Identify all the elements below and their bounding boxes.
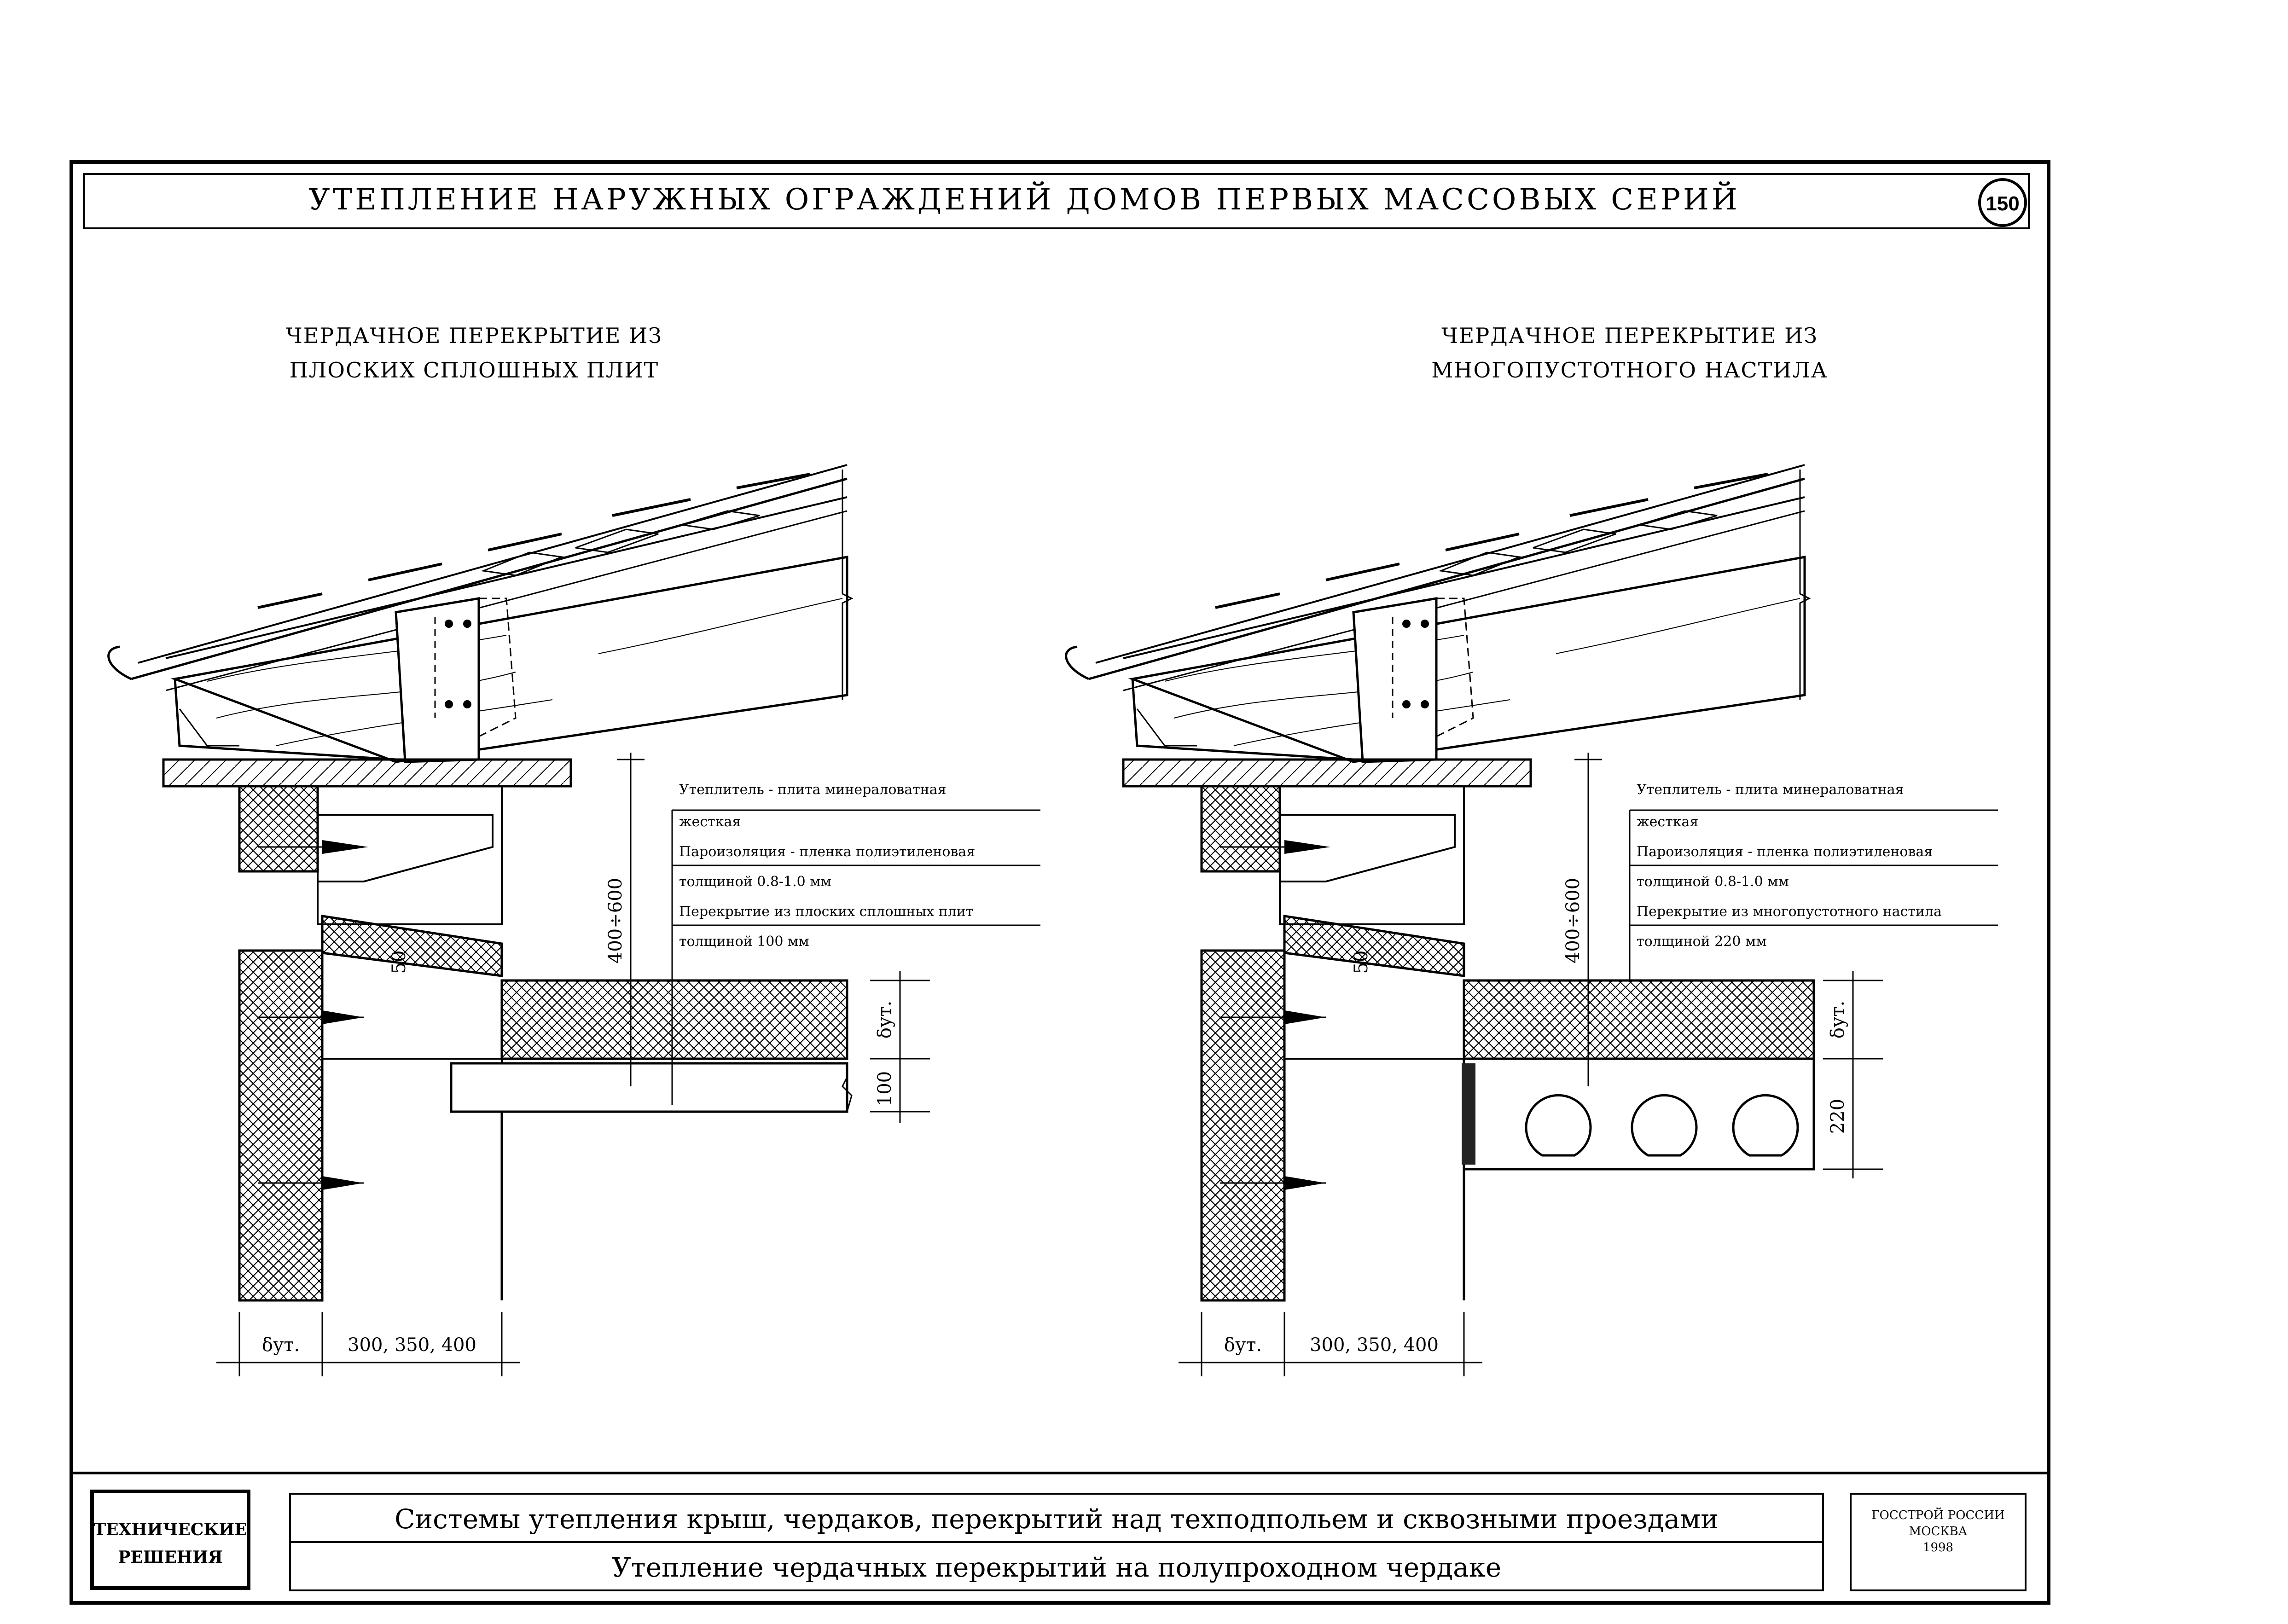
stamp-line2: РЕШЕНИЯ xyxy=(118,1548,223,1567)
left-note-line: Утеплитель - плита минераловатная xyxy=(679,782,947,798)
left-floor-insulation xyxy=(502,980,847,1059)
org-line3: 1998 xyxy=(1922,1541,1954,1554)
left-title-line1: ЧЕРДАЧНОЕ ПЕРЕКРЫТИЕ ИЗ xyxy=(286,323,662,348)
right-dim-bottom-insul: δут. xyxy=(1224,1334,1262,1356)
title-main-line1: Системы утепления крыш, чердаков, перекрытий над техподпольем и сквозными проездами xyxy=(395,1503,1719,1535)
left-dim-50: 50 xyxy=(389,950,410,974)
right-dim-50: 50 xyxy=(1351,950,1372,974)
right-dim-insul: δут. xyxy=(1827,1000,1848,1039)
right-notes xyxy=(1630,782,1998,950)
left-dim-bottom-wall: 300, 350, 400 xyxy=(348,1334,476,1356)
left-dim-bottom-insul: δут. xyxy=(261,1334,300,1356)
right-wall-insulation-lower xyxy=(1202,951,1284,1300)
stamp-box xyxy=(92,1491,249,1588)
right-slab-voids xyxy=(1526,1095,1798,1155)
left-note-line: толщиной 100 мм xyxy=(679,934,809,950)
right-title-line1: ЧЕРДАЧНОЕ ПЕРЕКРЫТИЕ ИЗ xyxy=(1441,323,1818,348)
right-wall-insulation-upper xyxy=(1202,786,1280,871)
right-floor-insulation xyxy=(1464,980,1814,1059)
right-note-line: жесткая xyxy=(1637,814,1699,830)
stamp-line1: ТЕХНИЧЕСКИЕ xyxy=(93,1520,247,1539)
right-note-line: толщиной 0.8-1.0 мм xyxy=(1637,874,1789,890)
right-note-line: Перекрытие из многопустотного настила xyxy=(1637,904,1942,920)
left-title-line2: ПЛОСКИХ СПЛОШНЫХ ПЛИТ xyxy=(289,358,659,383)
left-detail xyxy=(109,323,1040,1376)
right-note-line: Утеплитель - плита минераловатная xyxy=(1637,782,1904,798)
right-dim-bottom-wall: 300, 350, 400 xyxy=(1310,1334,1439,1356)
left-wall-insulation-lower xyxy=(239,951,322,1300)
right-note-line: толщиной 220 мм xyxy=(1637,934,1767,950)
left-note-line: Перекрытие из плоских сплошных плит xyxy=(679,904,974,920)
left-eave-slab xyxy=(163,760,571,786)
right-note-line: Пароизоляция - пленка полиэтиленовая xyxy=(1637,844,1933,860)
right-eave-slab xyxy=(1123,760,1531,786)
right-roof xyxy=(1066,465,1809,762)
title-main-line2: Утепление чердачных перекрытий на полупроходном чердаке xyxy=(611,1552,1502,1583)
right-detail xyxy=(1066,323,1998,1376)
right-slab-joint xyxy=(1462,1063,1475,1165)
left-notes xyxy=(672,782,1040,950)
header-title: УТЕПЛЕНИЕ НАРУЖНЫХ ОГРАЖДЕНИЙ ДОМОВ ПЕРВЫХ МАССОВЫХ СЕРИЙ xyxy=(308,183,1740,217)
left-note-line: Пароизоляция - пленка полиэтиленовая xyxy=(679,844,976,860)
org-line1: ГОССТРОЙ РОССИИ xyxy=(1871,1508,2005,1522)
right-dim-height: 400÷600 xyxy=(1562,877,1584,964)
left-wall-insulation-upper xyxy=(239,786,318,871)
left-dim-insul: δут. xyxy=(874,1000,895,1039)
left-note-line: толщиной 0.8-1.0 мм xyxy=(679,874,831,890)
page-number: 150 xyxy=(1986,192,2020,215)
left-roof xyxy=(109,465,852,762)
left-dim-slab: 100 xyxy=(874,1071,895,1107)
left-floor-slab xyxy=(451,1063,847,1112)
left-dim-height: 400÷600 xyxy=(605,877,626,964)
left-note-line: жесткая xyxy=(679,814,741,830)
right-title-line2: МНОГОПУСТОТНОГО НАСТИЛА xyxy=(1431,358,1828,383)
right-dim-slab: 220 xyxy=(1827,1098,1848,1134)
org-line2: МОСКВА xyxy=(1909,1525,1968,1538)
